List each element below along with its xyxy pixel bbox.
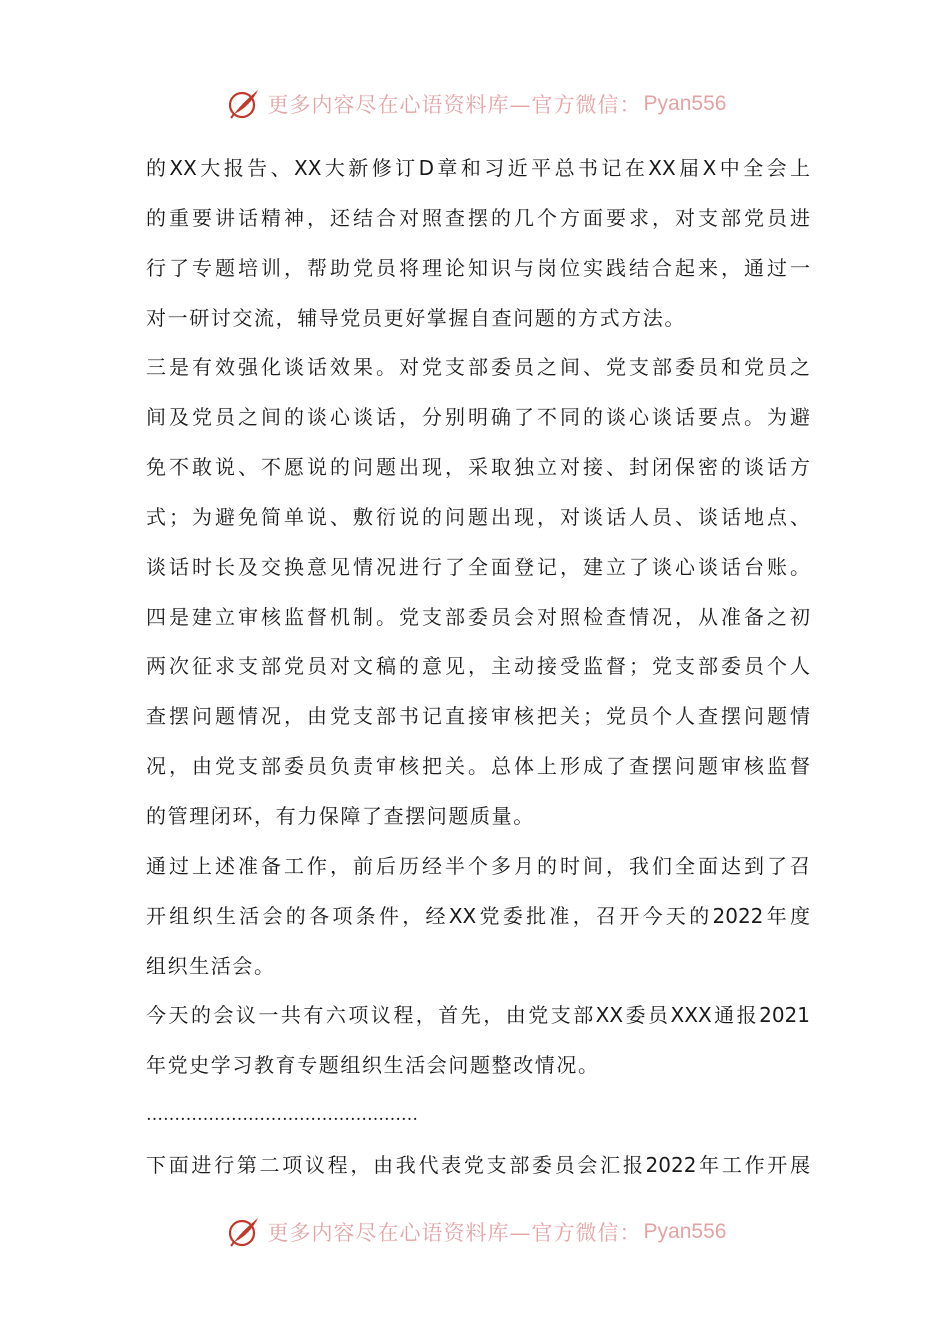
- quill-logo-icon: [224, 1212, 264, 1252]
- text-line: 间及党员之间的谈心谈话，分别明确了不同的谈心谈话要点。为避: [146, 405, 810, 430]
- watermark-wechat-id: Pyan556: [643, 1220, 727, 1243]
- text-line: 下面进行第二项议程，由我代表党支部委员会汇报2022年工作开展: [146, 1152, 810, 1177]
- watermark-text: 更多内容尽在心语资料库—官方微信：: [267, 93, 642, 117]
- text-line: 免不敢说、不愿说的问题出现，采取独立对接、封闭保密的谈话方: [146, 455, 810, 480]
- text-line: 的XX大报告、XX大新修订D章和习近平总书记在XX届X中全会上: [146, 156, 810, 180]
- text-line: 式；为避免简单说、敷衍说的问题出现，对谈话人员、谈话地点、: [146, 504, 810, 529]
- text-line: 况，由党支部委员负责审核把关。总体上形成了查摆问题审核监督: [146, 754, 810, 779]
- text-line: 通过上述准备工作，前后历经半个多月的时间，我们全面达到了召: [146, 853, 810, 878]
- text-line: 两次征求支部党员对文稿的意见，主动接受监督；党支部委员个人: [146, 654, 810, 679]
- text-line: 三是有效强化谈话效果。对党支部委员之间、党支部委员和党员之: [146, 355, 810, 380]
- text-line: 谈话时长及交换意见情况进行了全面登记，建立了谈心谈话台账。: [146, 554, 810, 579]
- quill-logo-icon: [224, 84, 264, 124]
- ellipsis-separator: …………………………………………: [146, 1105, 418, 1126]
- watermark-text: 更多内容尽在心语资料库—官方微信：: [267, 1221, 642, 1245]
- watermark-wechat-id: Pyan556: [643, 92, 727, 115]
- footer-watermark: [0, 1212, 950, 1252]
- text-line: 对一研讨交流，辅导党员更好掌握自查问题的方式方法。: [146, 305, 686, 330]
- text-line: 四是建立审核监督机制。党支部委员会对照检查情况，从准备之初: [146, 604, 810, 629]
- text-line: 的管理闭环，有力保障了查摆问题质量。: [146, 803, 535, 828]
- text-line: 年党史学习教育专题组织生活会问题整改情况。: [146, 1053, 600, 1078]
- text-line: 行了专题培训，帮助党员将理论知识与岗位实践结合起来，通过一: [146, 255, 810, 280]
- document-body: [146, 144, 810, 1191]
- text-line: 开组织生活会的各项条件，经XX党委批准，召开今天的2022年度: [146, 903, 810, 928]
- text-line: 的重要讲话精神，还结合对照查摆的几个方面要求，对支部党员进: [146, 205, 810, 230]
- text-line: 组织生活会。: [146, 953, 276, 978]
- text-line: 今天的会议一共有六项议程，首先，由党支部XX委员XXX通报2021: [146, 1003, 810, 1028]
- text-line: 查摆问题情况，由党支部书记直接审核把关；党员个人查摆问题情: [146, 704, 810, 729]
- header-watermark: [0, 84, 950, 124]
